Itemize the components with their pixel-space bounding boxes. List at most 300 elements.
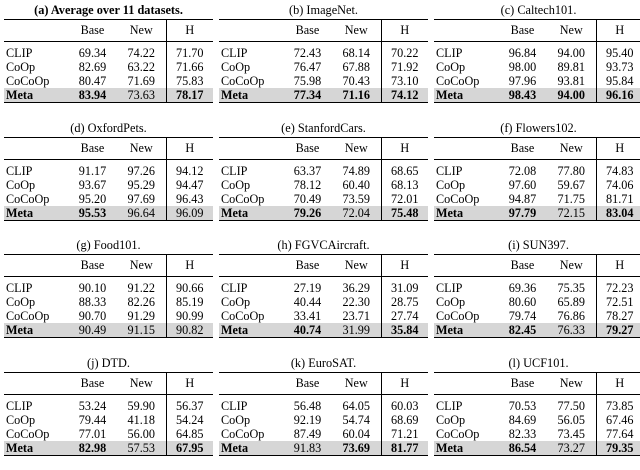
result-panel [4, 353, 213, 470]
h-value: 54.24 [166, 413, 213, 427]
result-panel [219, 118, 428, 236]
new-value: 70.43 [342, 74, 370, 88]
method-header [219, 137, 283, 159]
new-value: 97.26 [127, 163, 155, 178]
result-panel [219, 235, 428, 353]
method-name: CoOp [6, 295, 36, 309]
result-panel [219, 0, 428, 118]
base-value: 95.20 [78, 191, 107, 206]
method-name: CLIP [221, 281, 248, 295]
h-value: 79.35 [596, 441, 640, 456]
h-value: 93.73 [596, 60, 640, 74]
results-table [4, 137, 213, 221]
h-value: 67.46 [596, 413, 640, 427]
base-value: 95.53 [68, 206, 117, 221]
base-value: 87.49 [293, 426, 322, 441]
panel-caption: (i) SUN397. [508, 238, 569, 252]
base-value: 78.12 [293, 177, 322, 192]
new-value: 63.22 [127, 60, 155, 74]
base-value: 56.48 [293, 398, 322, 413]
table-row [219, 178, 428, 192]
table-row [434, 74, 640, 88]
base-value: 97.96 [508, 74, 537, 88]
method-header [434, 20, 498, 42]
method-name: CoCoOp [6, 309, 50, 323]
method-name: Meta [434, 323, 498, 338]
h-header: H [166, 255, 213, 277]
table-row [219, 394, 428, 413]
base-value: 82.98 [68, 441, 117, 456]
method-name: CoOp [6, 60, 36, 74]
method-name: CoOp [221, 60, 251, 74]
new-value: 93.81 [557, 74, 585, 88]
method-name: Meta [219, 441, 283, 456]
meta-row [434, 323, 640, 338]
meta-row [219, 441, 428, 456]
h-value: 71.92 [381, 60, 428, 74]
base-value: 91.83 [283, 441, 332, 456]
base-header: Base [283, 372, 332, 394]
new-header: New [332, 20, 381, 42]
new-value: 75.35 [557, 281, 585, 295]
base-value: 72.08 [508, 163, 537, 178]
results-table [434, 254, 640, 338]
panel-caption: (f) Flowers102. [500, 120, 577, 135]
method-name: CoCoOp [436, 426, 480, 441]
h-value: 96.09 [166, 206, 213, 221]
method-name: CoOp [436, 412, 466, 427]
table-row [4, 413, 213, 427]
base-value: 69.36 [508, 281, 537, 295]
new-value: 89.81 [557, 60, 585, 74]
base-value: 77.34 [283, 88, 332, 103]
new-header: New [332, 372, 381, 394]
method-name: Meta [434, 88, 498, 103]
method-name: CoOp [221, 412, 251, 427]
h-value: 72.51 [596, 295, 640, 309]
new-value: 23.71 [342, 309, 370, 323]
h-value: 81.71 [596, 192, 640, 206]
base-header: Base [283, 137, 332, 159]
header-row [4, 372, 213, 394]
new-value: 97.69 [127, 191, 155, 206]
method-name: Meta [4, 323, 68, 338]
base-value: 98.00 [508, 60, 537, 74]
h-value: 79.27 [596, 323, 640, 338]
h-value: 67.95 [166, 441, 213, 456]
result-panel [4, 118, 213, 236]
result-panel [4, 0, 213, 118]
h-value: 60.03 [381, 394, 428, 413]
h-header: H [596, 20, 640, 42]
panel-caption: (h) FGVCAircraft. [277, 238, 370, 252]
results-table [4, 372, 213, 456]
h-value: 56.37 [166, 394, 213, 413]
h-value: 74.83 [596, 159, 640, 178]
h-value: 31.09 [381, 277, 428, 296]
result-panel [434, 353, 640, 470]
method-name: CoCoOp [436, 191, 480, 206]
method-header [4, 372, 68, 394]
header-row [434, 255, 640, 277]
header-row [434, 20, 640, 42]
table-row [434, 309, 640, 323]
base-value: 79.44 [78, 412, 107, 427]
method-name: CLIP [436, 46, 463, 60]
h-value: 71.66 [166, 60, 213, 74]
base-header: Base [283, 20, 332, 42]
method-name: CoCoOp [436, 309, 480, 323]
method-name: Meta [434, 206, 498, 221]
base-value: 69.34 [78, 46, 107, 60]
method-name: Meta [219, 88, 283, 103]
results-table [219, 19, 428, 103]
base-value: 88.33 [78, 295, 107, 309]
header-row [4, 137, 213, 159]
new-header: New [117, 137, 166, 159]
method-header [219, 372, 283, 394]
result-panel [434, 0, 640, 118]
method-name: Meta [219, 206, 283, 221]
new-value: 60.40 [342, 177, 370, 192]
header-row [434, 372, 640, 394]
h-value: 81.77 [381, 441, 428, 456]
new-header: New [547, 255, 596, 277]
new-value: 67.88 [342, 60, 370, 74]
table-row [4, 178, 213, 192]
new-value: 82.26 [127, 295, 155, 309]
table-row [219, 277, 428, 296]
method-header [219, 255, 283, 277]
table-row [219, 295, 428, 309]
table-row [434, 427, 640, 441]
h-value: 68.65 [381, 159, 428, 178]
table-row [4, 309, 213, 323]
h-value: 35.84 [381, 323, 428, 338]
header-row [4, 255, 213, 277]
table-row [219, 74, 428, 88]
base-value: 84.69 [508, 412, 537, 427]
result-panel [4, 235, 213, 353]
base-value: 40.74 [283, 323, 332, 338]
base-value: 80.47 [78, 74, 107, 88]
method-name: CoCoOp [6, 74, 50, 88]
new-value: 73.63 [117, 88, 166, 103]
panel-caption: (a) Average over 11 datasets. [34, 3, 183, 17]
new-value: 76.33 [547, 323, 596, 338]
h-header: H [166, 372, 213, 394]
method-header [434, 372, 498, 394]
table-row [434, 159, 640, 178]
method-header [4, 137, 68, 159]
base-header: Base [68, 137, 117, 159]
h-value: 27.74 [381, 309, 428, 323]
h-value: 28.75 [381, 295, 428, 309]
h-header: H [166, 20, 213, 42]
results-table [4, 19, 213, 103]
h-value: 68.13 [381, 178, 428, 192]
table-row [434, 277, 640, 296]
base-value: 40.44 [293, 295, 322, 309]
base-value: 90.49 [68, 323, 117, 338]
method-header [4, 20, 68, 42]
method-name: Meta [4, 88, 68, 103]
table-row [219, 159, 428, 178]
base-value: 96.84 [508, 46, 537, 60]
header-row [4, 20, 213, 42]
header-row [219, 20, 428, 42]
table-row [434, 42, 640, 61]
method-header [434, 137, 498, 159]
table-row [4, 74, 213, 88]
h-value: 78.17 [166, 88, 213, 103]
method-name: CoCoOp [221, 74, 265, 88]
base-value: 90.70 [78, 309, 107, 323]
method-header [434, 255, 498, 277]
meta-row [4, 88, 213, 103]
header-row [434, 137, 640, 159]
base-value: 91.17 [78, 163, 107, 178]
meta-row [219, 323, 428, 338]
meta-row [434, 88, 640, 103]
new-value: 59.67 [557, 177, 585, 192]
h-value: 70.22 [381, 42, 428, 61]
h-value: 74.12 [381, 88, 428, 103]
base-header: Base [68, 255, 117, 277]
table-row [4, 394, 213, 413]
base-value: 98.43 [498, 88, 547, 103]
base-value: 70.53 [508, 398, 537, 413]
base-header: Base [498, 255, 547, 277]
panel-caption: (j) DTD. [86, 355, 131, 370]
results-table [434, 372, 640, 456]
method-name: CoCoOp [436, 74, 480, 88]
method-name: CoOp [6, 412, 36, 427]
h-value: 96.43 [166, 192, 213, 206]
h-value: 95.40 [596, 42, 640, 61]
base-value: 92.19 [293, 412, 322, 427]
h-value: 75.83 [166, 74, 213, 88]
base-value: 75.98 [293, 74, 322, 88]
panel-caption: (d) OxfordPets. [70, 120, 147, 135]
new-value: 72.15 [547, 206, 596, 221]
h-value: 94.12 [166, 159, 213, 178]
method-name: CoOp [436, 177, 466, 192]
meta-row [434, 441, 640, 456]
new-value: 91.15 [117, 323, 166, 338]
new-header: New [547, 137, 596, 159]
new-value: 94.00 [557, 46, 585, 60]
table-row [219, 192, 428, 206]
panel-caption: (e) StanfordCars. [281, 120, 366, 135]
new-value: 71.16 [332, 88, 381, 103]
h-value: 68.69 [381, 413, 428, 427]
table-row [4, 192, 213, 206]
table-row [4, 159, 213, 178]
method-name: CLIP [6, 398, 33, 413]
h-value: 83.04 [596, 206, 640, 221]
new-header: New [547, 20, 596, 42]
panel-caption: (b) ImageNet. [289, 3, 358, 17]
method-name: Meta [4, 441, 68, 456]
new-value: 56.05 [557, 412, 585, 427]
h-header: H [381, 255, 428, 277]
new-value: 59.90 [127, 398, 155, 413]
table-row [4, 295, 213, 309]
h-header: H [166, 137, 213, 159]
header-row [219, 137, 428, 159]
meta-row [4, 206, 213, 221]
header-row [219, 372, 428, 394]
method-name: CoOp [436, 60, 466, 74]
table-row [4, 42, 213, 61]
base-value: 80.60 [508, 295, 537, 309]
new-value: 73.69 [332, 441, 381, 456]
results-table [434, 19, 640, 103]
base-value: 83.94 [68, 88, 117, 103]
method-name: Meta [4, 206, 68, 221]
h-value: 74.06 [596, 178, 640, 192]
table-row [434, 60, 640, 74]
h-value: 94.47 [166, 178, 213, 192]
new-value: 77.50 [557, 398, 585, 413]
new-value: 56.00 [127, 426, 155, 441]
base-header: Base [498, 20, 547, 42]
method-name: CLIP [221, 398, 248, 413]
table-row [219, 42, 428, 61]
table-row [4, 427, 213, 441]
base-header: Base [498, 372, 547, 394]
new-value: 36.29 [342, 281, 370, 295]
base-value: 79.74 [508, 309, 537, 323]
new-value: 57.53 [117, 441, 166, 456]
new-value: 54.74 [342, 412, 370, 427]
table-row [219, 427, 428, 441]
method-name: CoCoOp [221, 426, 265, 441]
h-value: 95.84 [596, 74, 640, 88]
table-row [434, 413, 640, 427]
base-value: 94.87 [508, 191, 537, 206]
method-name: CoCoOp [6, 191, 50, 206]
new-value: 73.59 [342, 191, 370, 206]
h-value: 78.27 [596, 309, 640, 323]
new-value: 74.22 [127, 46, 155, 60]
base-header: Base [283, 255, 332, 277]
new-value: 73.45 [557, 426, 585, 441]
base-value: 76.47 [293, 60, 322, 74]
method-name: CLIP [436, 281, 463, 295]
h-header: H [596, 372, 640, 394]
base-value: 70.49 [293, 191, 322, 206]
h-value: 71.21 [381, 427, 428, 441]
result-panel [434, 235, 640, 353]
base-value: 27.19 [293, 281, 322, 295]
meta-row [4, 441, 213, 456]
base-value: 82.33 [508, 426, 537, 441]
method-name: CoOp [6, 177, 36, 192]
new-value: 74.89 [342, 163, 370, 178]
new-header: New [332, 137, 381, 159]
base-value: 63.37 [293, 163, 322, 178]
new-header: New [117, 20, 166, 42]
base-value: 97.79 [498, 206, 547, 221]
table-row [219, 60, 428, 74]
method-name: CLIP [436, 163, 463, 178]
new-value: 91.22 [127, 281, 155, 295]
new-value: 71.69 [127, 74, 155, 88]
results-table [219, 137, 428, 221]
h-header: H [596, 137, 640, 159]
base-value: 86.54 [498, 441, 547, 456]
base-value: 82.69 [78, 60, 107, 74]
base-header: Base [68, 372, 117, 394]
method-name: CLIP [6, 46, 33, 60]
table-row [219, 413, 428, 427]
table-row [4, 277, 213, 296]
new-value: 64.05 [342, 398, 370, 413]
results-table [4, 254, 213, 338]
method-name: Meta [434, 441, 498, 456]
meta-row [4, 323, 213, 338]
new-value: 72.04 [332, 206, 381, 221]
base-value: 79.26 [283, 206, 332, 221]
base-header: Base [498, 137, 547, 159]
panel-caption: (l) UCF101. [508, 355, 569, 370]
new-value: 71.75 [557, 191, 585, 206]
base-header: Base [68, 20, 117, 42]
h-value: 73.10 [381, 74, 428, 88]
new-value: 22.30 [342, 295, 370, 309]
meta-row [219, 88, 428, 103]
h-value: 96.16 [596, 88, 640, 103]
table-row [4, 60, 213, 74]
method-header [219, 20, 283, 42]
h-value: 72.01 [381, 192, 428, 206]
method-name: CLIP [6, 281, 33, 295]
new-value: 76.86 [557, 309, 585, 323]
h-value: 90.82 [166, 323, 213, 338]
method-name: Meta [219, 323, 283, 338]
new-value: 73.27 [547, 441, 596, 456]
base-value: 77.01 [78, 426, 107, 441]
h-value: 90.66 [166, 277, 213, 296]
base-value: 33.41 [293, 309, 322, 323]
panel-caption: (c) Caltech101. [500, 3, 577, 17]
base-value: 97.60 [508, 177, 537, 192]
new-value: 68.14 [342, 46, 370, 60]
method-name: CLIP [221, 46, 248, 60]
new-value: 95.29 [127, 177, 155, 192]
method-name: CoOp [221, 177, 251, 192]
meta-row [434, 206, 640, 221]
panel-caption: (g) Food101. [76, 238, 141, 252]
method-name: CoOp [221, 295, 251, 309]
new-header: New [547, 372, 596, 394]
h-value: 73.85 [596, 394, 640, 413]
new-value: 96.64 [117, 206, 166, 221]
table-row [434, 178, 640, 192]
result-panel [434, 118, 640, 236]
new-header: New [117, 372, 166, 394]
new-value: 60.04 [342, 426, 370, 441]
h-value: 75.48 [381, 206, 428, 221]
method-name: CoCoOp [221, 191, 265, 206]
h-header: H [381, 137, 428, 159]
h-value: 77.64 [596, 427, 640, 441]
new-value: 65.89 [557, 295, 585, 309]
table-row [434, 394, 640, 413]
results-table [434, 137, 640, 221]
